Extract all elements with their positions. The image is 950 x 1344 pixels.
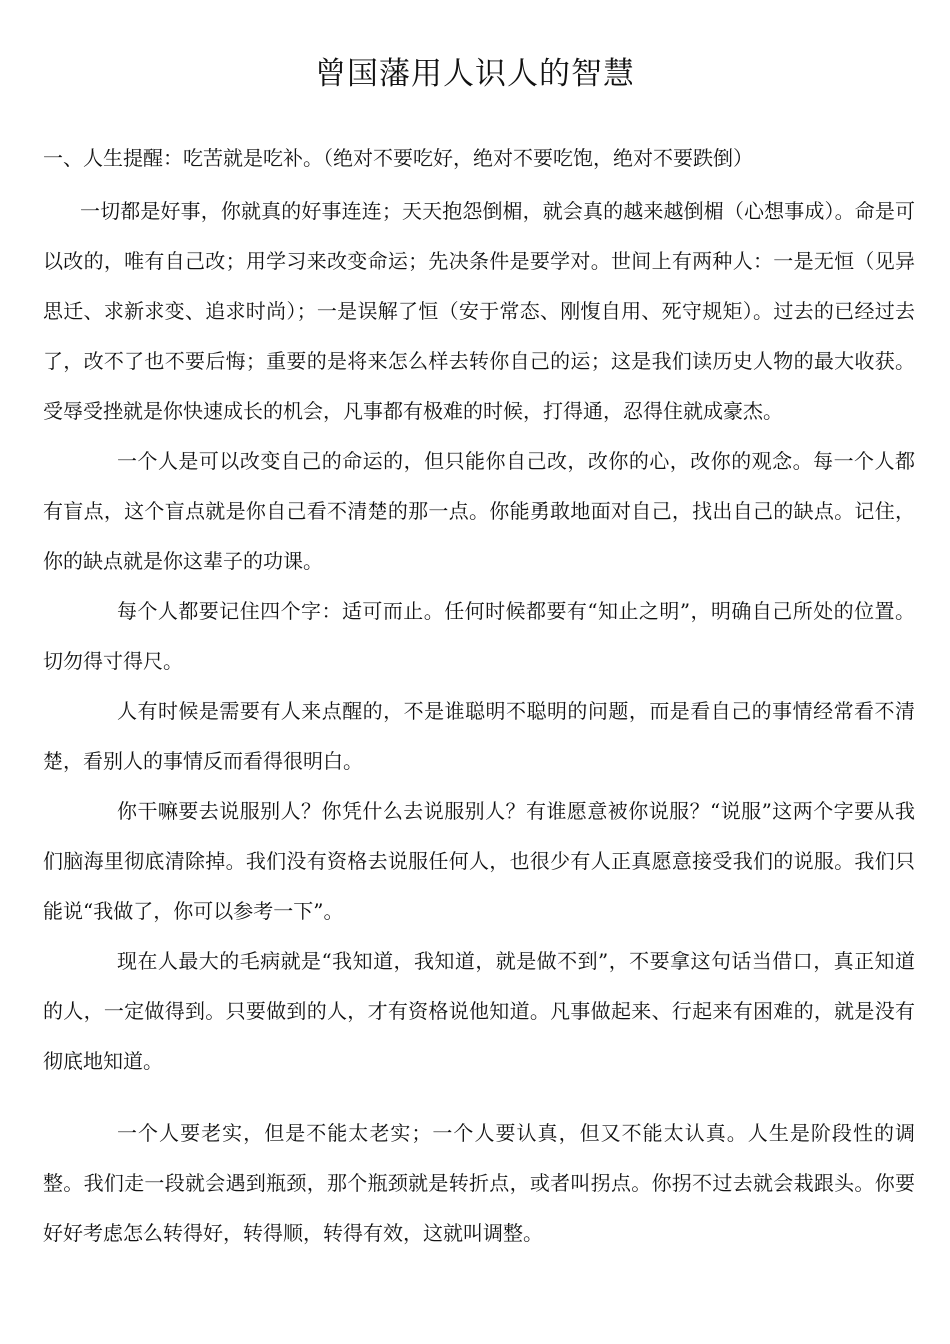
paragraph: 现在人最大的毛病就是“我知道，我知道，就是做不到”，不要拿这句话当借口，真正知道的人，一定做得到。只要做到的人，才有资格说他知道。凡事做起来、行起来有困难的，就是没有彻底地知道。: [43, 949, 915, 1073]
section-heading: 一、人生提醒：吃苦就是吃补。（绝对不要吃好，绝对不要吃饱，绝对不要跌倒）: [43, 146, 753, 170]
paragraph: 每个人都要记住四个字：适可而止。任何时候都要有“知止之明”，明确自己所处的位置。切勿得寸得尺。: [43, 599, 915, 673]
paragraph: 一切都是好事，你就真的好事连连；天天抱怨倒楣，就会真的越来越倒楣（心想事成）。命是可以改的，唯有自己改；用学习来改变命运；先决条件是要学对。世间上有两种人：一是无恒（见异思迁、求新求变、追求时尚）；一是误解了恒（安于常态、刚愎自用、死守规矩）。过去的已经过去了，改不了也不要后悔；重要的是将来怎么样去转你自己的运；这是我们读历史人物的最大收获。受辱受挫就是你快速成长的机会，凡事都有极难的时候，打得通，忍得住就成豪杰。: [43, 199, 915, 423]
paragraph: 你干嘛要去说服别人？你凭什么去说服别人？有谁愿意被你说服？“说服”这两个字要从我们脑海里彻底清除掉。我们没有资格去说服任何人，也很少有人正真愿意接受我们的说服。我们只能说“我做了，你可以参考一下”。: [43, 799, 915, 923]
document-body: [43, 186, 915, 1258]
document-title: 曾国藩用人识人的智慧: [315, 56, 635, 92]
paragraph: 人有时候是需要有人来点醒的，不是谁聪明不聪明的问题，而是看自己的事情经常看不清楚，看别人的事情反而看得很明白。: [43, 699, 915, 773]
paragraph: 一个人是可以改变自己的命运的，但只能你自己改，改你的心，改你的观念。每一个人都有盲点，这个盲点就是你自己看不清楚的那一点。你能勇敢地面对自己，找出自己的缺点。记住，你的缺点就是你这辈子的功课。: [43, 449, 915, 573]
paragraph: 一个人要老实，但是不能太老实；一个人要认真，但又不能太认真。人生是阶段性的调整。我们走一段就会遇到瓶颈，那个瓶颈就是转折点，或者叫拐点。你拐不过去就会栽跟头。你要好好考虑怎么转得好，转得顺，转得有效，这就叫调整。: [43, 1121, 915, 1245]
